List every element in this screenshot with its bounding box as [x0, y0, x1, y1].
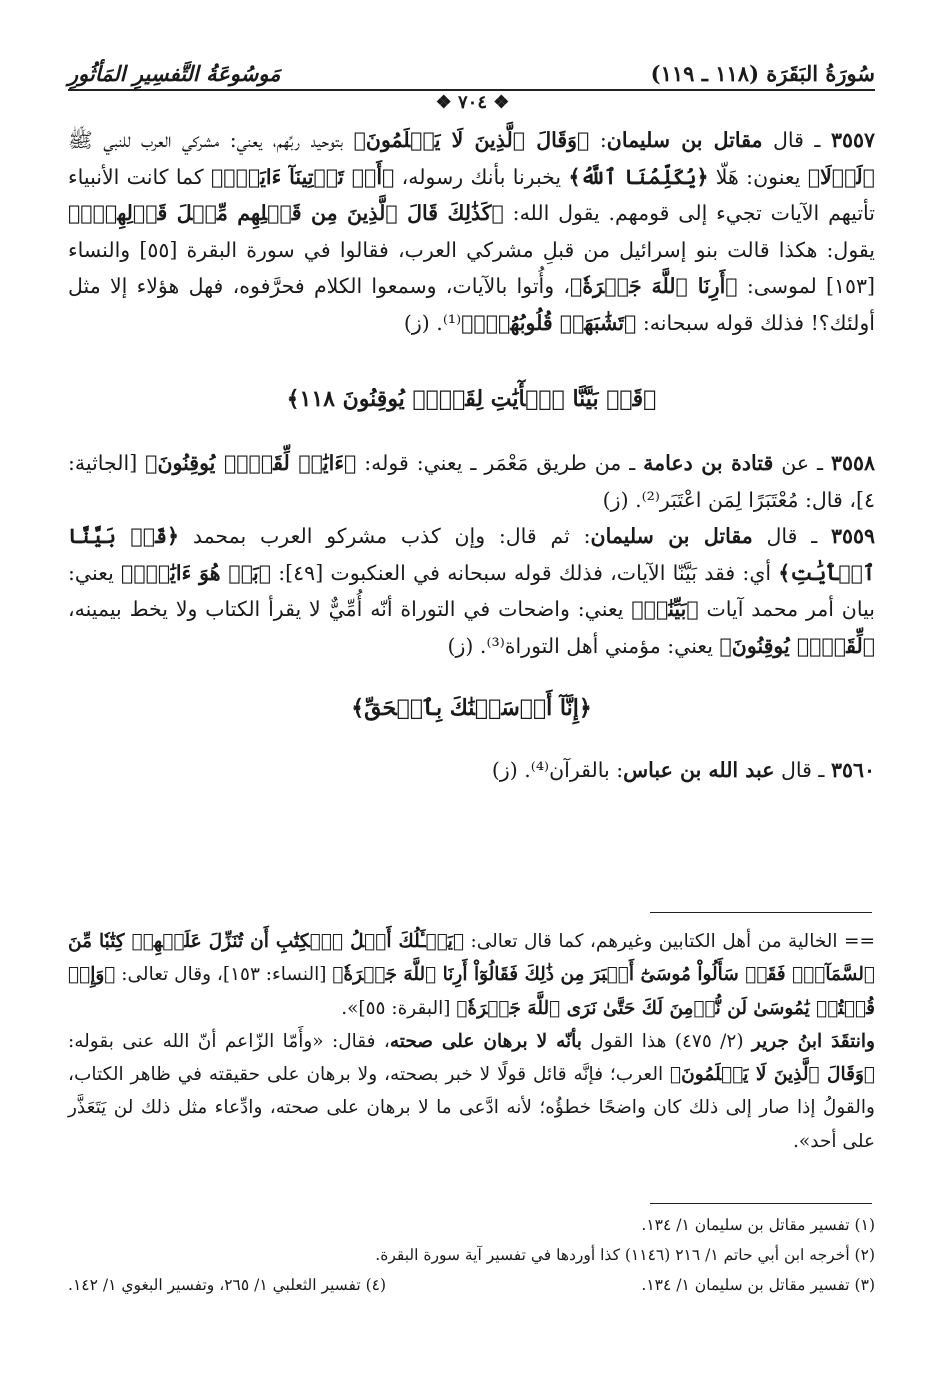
verse-heading-118: ﴿قَدۡ بَيَّنَّا ٱلۡأٓيَٰتِ لِقَوۡمٖ يُوقِنُونَ ١١٨﴾: [286, 386, 657, 412]
book-title: مَوسُوعَةُ التَّفسِيرِ المَأثُورِ: [68, 61, 281, 86]
paragraph-3558: [68, 445, 875, 518]
spacer: [68, 417, 875, 445]
header-rule: [68, 89, 875, 91]
narrator-name: مقاتل بن سليمان: [606, 128, 763, 152]
text-run: بتوحيد ربِّهم، يعني: مشركي العرب للنبي ﷺ: [68, 128, 354, 152]
quran-quote: ﴿لِّقَوۡمٖ يُوقِنُونَ﴾: [719, 633, 875, 658]
text-run: ، فقال: «وأَمّا الزّاعم أنّ الله عنى بقوله:: [68, 1030, 390, 1052]
text-run: كما كانت الأنبياء تأتيهم الآيات تجيء إلى قومهم. يقول الله:: [68, 164, 876, 225]
quran-quote: ﴿يُكَلِّمُنَا ٱللَّهُ﴾: [568, 164, 709, 189]
text-run: العرب؛ فإنَّه قائل قولًا لا خبر بصحته، ولا برهان على حقيقته في ظاهر الكتاب، والقولُ إذا صار إلى ذلك كان واضحًا خطؤُه؛ لأنه ادَّعى ما لا برهان على صحته، وادِّعاء مثل ذلك لن يَتَعَذَّر على أحد».: [68, 1064, 875, 1152]
bold-phrase: بأنّه لا برهان على صحته: [389, 1030, 582, 1052]
footnote-4: (٤) تفسير الثعلبي ١/ ٢٦٥، وتفسير البغوي ١/ ١٤٢.: [68, 1276, 387, 1294]
text-run: :: [589, 128, 607, 152]
text-run: : بالقرآن⁽⁴⁾. (ز): [491, 758, 624, 782]
text-run: ـ قال: [774, 758, 831, 782]
footnote-2: (٢) أخرجه ابن أبي حاتم ١/ ٢١٦ (١١٤٦) كذا أوردها في تفسير آية سورة البقرة.: [375, 1246, 875, 1264]
text-run: ⁽¹⁾. (ز): [403, 310, 462, 335]
quran-quote: ﴿لَوۡلَا﴾: [807, 164, 875, 189]
quran-quote: ﴿بَيِّنَٰتٞ﴾: [631, 597, 699, 621]
text-run: يعني: بيان أمر محمد آيات: [68, 560, 875, 621]
quran-quote: ﴿كَذَٰلِكَ قَالَ ٱلَّذِينَ مِن قَبۡلِهِم مِّثۡلَ قَوۡلِهِمۡۘ﴾: [68, 201, 504, 225]
narrator-name: عبد الله بن عباس: [623, 758, 775, 782]
footnote-3: (٣) تفسير مقاتل بن سليمان ١/ ١٣٤.: [641, 1276, 875, 1294]
surah-title: سُورَةُ البَقَرَة (١١٨ ـ ١١٩): [650, 61, 875, 86]
footnote-row: [68, 1270, 875, 1300]
spacer: [68, 341, 875, 381]
main-text: [68, 122, 875, 789]
quran-quote: ﴿بَلۡ هُوَ ءَايَٰتُۢ﴾: [121, 560, 271, 585]
text-run: يعنون: هَلّا: [708, 164, 808, 189]
critic-name: وانتقَدَ ابنُ جرير: [751, 1030, 875, 1052]
text-run: ، وأُتوا بالآيات، وسمعوا الكلام فحرَّفوه، فهل هؤلاء إلا مثل أولئك؟! فذلك قوله سبحانه:: [68, 274, 875, 335]
footnote-divider: [650, 1203, 872, 1204]
quran-quote: ﴿وَإِذۡ قُلۡتُمۡ يَٰمُوسَىٰ لَن نُّؤۡمِنَ لَكَ حَتَّىٰ نَرَى ٱللَّهَ جَهۡرَةٗ﴾: [68, 964, 875, 1019]
paragraph-number: ٣٥٥٩: [830, 524, 876, 548]
text-run: [الجاثية: ٤]، قال: مُعْتَبَرًا لِمَن اعْتَبَر⁽²⁾. (ز): [68, 451, 875, 512]
spacer: [68, 664, 875, 690]
text-run: == الخالية من أهل الكتابين وغيرهم، كما قال تعالى:: [464, 931, 875, 952]
page-number: ❖ ٧٠٤ ❖: [435, 92, 510, 113]
verse-heading-119: ﴿إِنَّآ أَرۡسَلۡنَٰكَ بِٱلۡحَقِّ﴾: [351, 695, 592, 721]
paragraph-3557: [68, 122, 875, 341]
continued-note: [68, 925, 875, 1158]
paragraph-number: ٣٥٦٠: [830, 758, 875, 782]
paragraph-3559: [68, 518, 875, 664]
footnote-1: (١) تفسير مقاتل بن سليمان ١/ ١٣٤.: [641, 1216, 875, 1234]
quran-quote: ﴿قَدۡ بَيَّنَّا ٱلۡأٓيَٰتِ﴾: [68, 524, 875, 585]
footnote-divider: [650, 912, 872, 913]
text-run: يعني: واضحات في التوراة أنّه أُمِّيٌّ لا يقرأ الكتاب ولا يخط بيمينه،: [68, 597, 632, 621]
quran-quote: ﴿أَوۡ تَأۡتِينَآ ءَايَةٞۗ﴾: [210, 164, 395, 189]
narrator-name: قتادة بن دعامة: [643, 451, 774, 475]
paragraph-number: ٣٥٥٨: [830, 451, 876, 475]
quran-quote: ﴿يَسۡـَٔلُكَ أَهۡلُ ٱلۡكِتَٰبِ أَن تُنَزِّلَ عَلَيۡهِمۡ كِتَٰبٗا مِّنَ ٱلسَّمَآءِۚ فَقَدۡ سَأَلُواْ مُوسَىٰٓ أَكۡبَرَ مِن ذَٰلِكَ فَقَالُوٓاْ أَرِنَا ٱللَّهَ جَهۡرَةٗ﴾: [68, 931, 875, 986]
paragraph-3560: [68, 752, 875, 789]
page-header: [68, 56, 875, 86]
paragraph-number: ٣٥٥٧: [830, 128, 875, 152]
spacer: [68, 726, 875, 752]
text-run: أي: فقد بَيَّنّا الآيات، فذلك قوله سبحانه في العنكبوت [٤٩]:: [271, 560, 779, 585]
text-run: [البقرة: ٥٥]».: [341, 997, 457, 1019]
text-run: ـ من طريق مَعْمَر ـ يعني: قوله:: [356, 451, 644, 475]
quran-quote: ﴿تَشَٰبَهَتۡ قُلُوبُهُمۡۗ﴾: [461, 310, 637, 335]
narrator-name: مقاتل بن سليمان: [590, 524, 753, 548]
footnotes: [68, 1210, 875, 1300]
text-run: يقول: هكذا قالت بنو إسرائيل من قبلِ مشركي العرب، فقالوا في سورة البقرة [٥٥] والنساء [١٥٣] لموسى:: [68, 237, 876, 298]
text-run: يخبرنا بأنك رسوله،: [394, 164, 569, 189]
text-run: ـ قال: [762, 128, 831, 152]
quran-quote: ﴿وَقَالَ ٱلَّذِينَ لَا يَعۡلَمُونَ﴾: [353, 128, 590, 152]
text-run: يعني: مؤمني أهل التوراة⁽³⁾. (ز): [447, 633, 720, 658]
quran-quote: ﴿وَقَالَ ٱلَّذِينَ لَا يَعۡلَمُونَ﴾: [670, 1064, 875, 1086]
text-run: ـ عن: [773, 451, 831, 475]
text-run: [النساء: ١٥٣]، وقال تعالى:: [115, 964, 333, 986]
text-run: : ثم قال: وإن كذب مشركو العرب بمحمد: [179, 524, 591, 548]
quran-quote: ﴿ءَايَٰتٞ لِّقَوۡمٖ يُوقِنُونَ﴾: [145, 451, 357, 475]
text-run: ـ قال: [752, 524, 831, 548]
text-run: (٢/ ٤٧٥) هذا القول: [581, 1030, 752, 1052]
quran-quote: ﴿أَرِنَا ٱللَّهَ جَهۡرَةٗ﴾: [570, 274, 738, 298]
